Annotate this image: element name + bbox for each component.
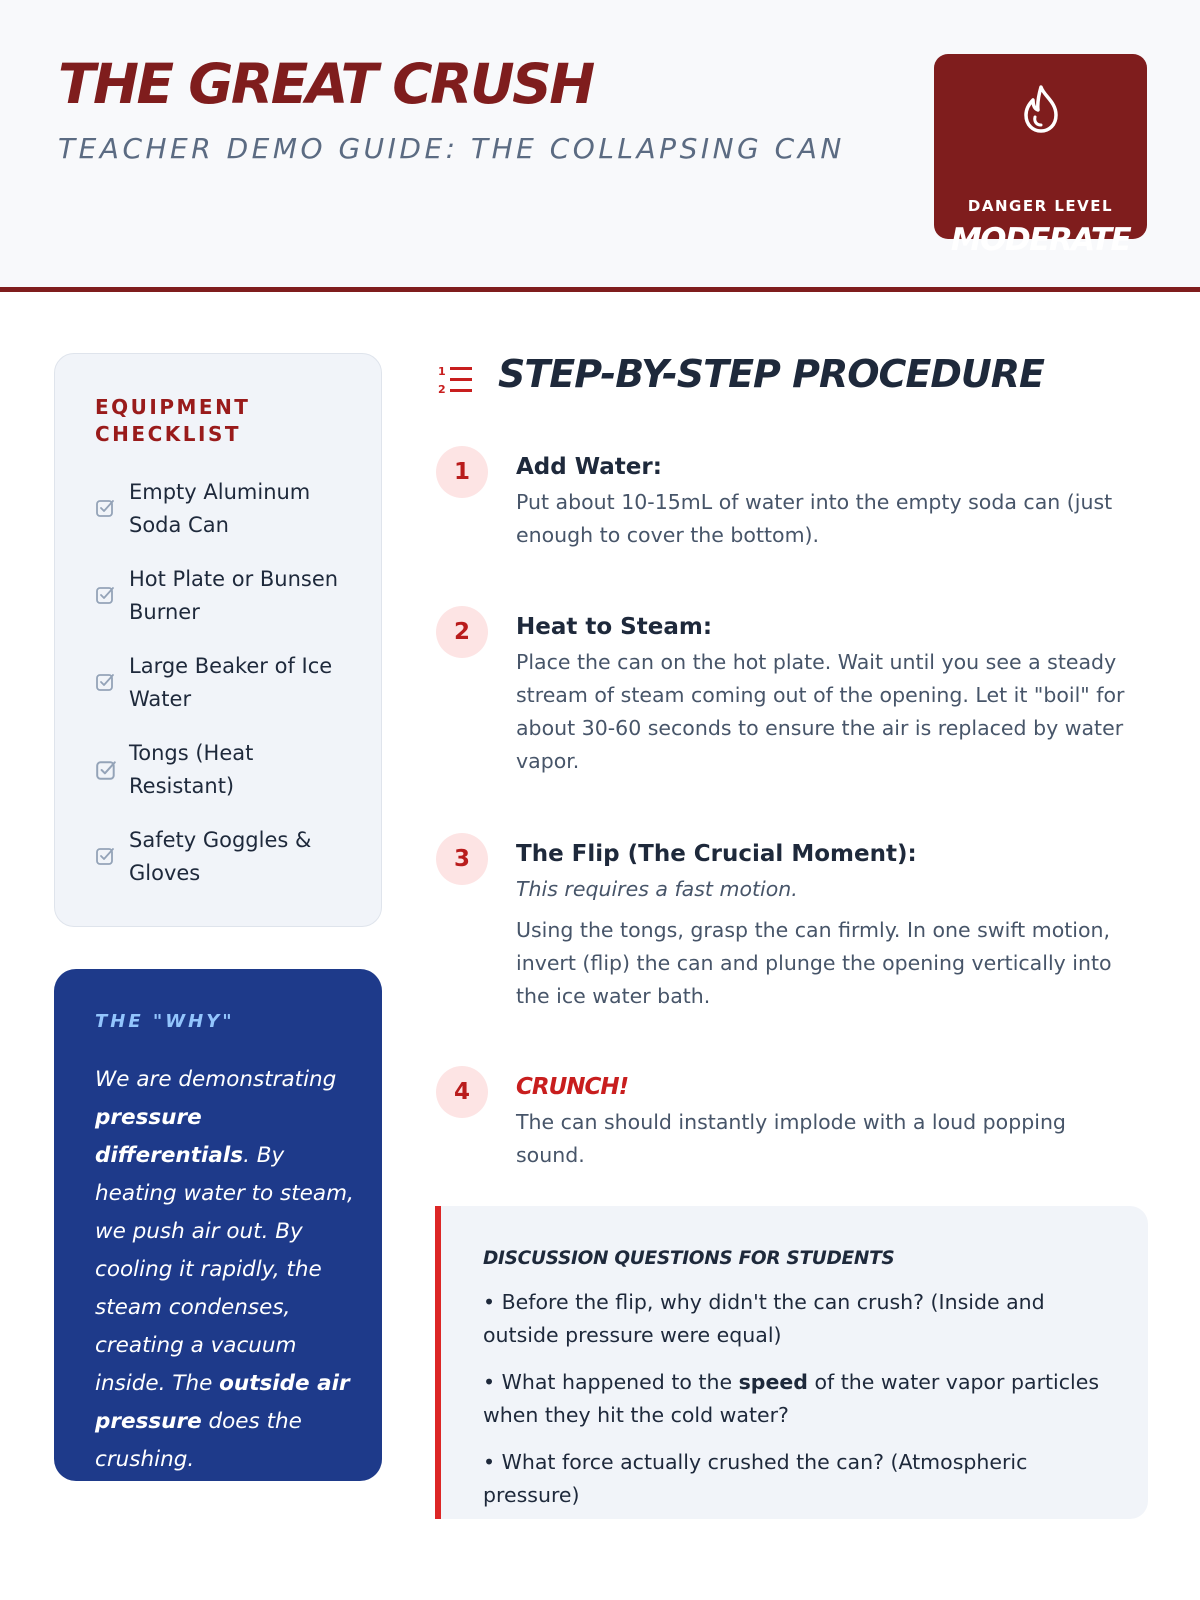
- checklist-item-label: Empty Aluminum Soda Can: [129, 480, 311, 537]
- checkbox-icon: [95, 672, 115, 692]
- equipment-checklist-card: [54, 353, 382, 927]
- step-heading: Heat to Steam:: [516, 614, 713, 640]
- discussion-question: • What happened to the speed of the water vapor particles when they hit the cold water?: [483, 1370, 1100, 1427]
- step-note: This requires a fast motion.: [516, 877, 798, 901]
- why-title: THE "WHY": [95, 1011, 235, 1032]
- checklist-item-label: Safety Goggles & Gloves: [129, 828, 312, 885]
- danger-level-badge: [934, 54, 1147, 258]
- numbered-list-icon: [438, 364, 474, 396]
- checkbox-icon: [95, 498, 115, 518]
- checkbox-icon: [95, 759, 117, 781]
- svg-text:1: 1: [438, 365, 446, 378]
- page-title: THE GREAT CRUSH: [58, 52, 593, 116]
- discussion-questions-card: [435, 1206, 1148, 1519]
- step-body: Put about 10-15mL of water into the empty soda can (just enough to cover the bottom).: [516, 490, 1113, 547]
- step-number: 1: [436, 446, 488, 498]
- procedure-title: STEP-BY-STEP PROCEDURE: [498, 352, 1044, 396]
- checkbox-icon: [95, 585, 115, 605]
- checklist-item-label: Large Beaker of Ice Water: [129, 654, 333, 711]
- discussion-question: • What force actually crushed the can? (Atmospheric pressure): [483, 1450, 1028, 1507]
- step-body: Using the tongs, grasp the can firmly. In one swift motion, invert (flip) the can and plunge the opening vertically into the ice water bath.: [516, 918, 1112, 1008]
- equipment-checklist-title: EQUIPMENT CHECKLIST: [95, 395, 251, 446]
- step-body: Place the can on the hot plate. Wait until you see a steady stream of steam coming out of the opening. Let it "boil" for about 30-60 seconds to ensure the air is replaced by water vapor.: [516, 650, 1125, 773]
- step-heading: Add Water:: [516, 454, 662, 480]
- svg-text:2: 2: [438, 383, 446, 396]
- flame-icon: [1021, 84, 1061, 134]
- discussion-question: • Before the flip, why didn't the can crush? (Inside and outside pressure were equal): [483, 1290, 1045, 1347]
- step-number: 2: [436, 606, 488, 658]
- step-heading: CRUNCH!: [516, 1074, 629, 1100]
- why-card: [54, 969, 382, 1481]
- checkbox-icon: [95, 846, 115, 866]
- danger-level-label: DANGER LEVEL: [967, 197, 1114, 215]
- step-heading: The Flip (The Crucial Moment):: [516, 841, 917, 867]
- why-text: We are demonstrating pressure differentials. By heating water to steam, we push air out. By cooling it rapidly, the steam condenses, creating a vacuum inside. The outside air pressure does the crushing.: [95, 1067, 354, 1472]
- discussion-title: DISCUSSION QUESTIONS FOR STUDENTS: [483, 1248, 895, 1269]
- page-header: [0, 0, 1200, 292]
- checklist-item-label: Hot Plate or Bunsen Burner: [129, 567, 339, 624]
- step-number: 4: [436, 1066, 488, 1118]
- checklist-item-label: Tongs (Heat Resistant): [129, 741, 254, 798]
- page-subtitle: TEACHER DEMO GUIDE: THE COLLAPSING CAN: [58, 132, 845, 165]
- danger-level-value: MODERATE: [950, 222, 1131, 258]
- step-body: The can should instantly implode with a loud popping sound.: [516, 1110, 1066, 1167]
- step-number: 3: [436, 833, 488, 885]
